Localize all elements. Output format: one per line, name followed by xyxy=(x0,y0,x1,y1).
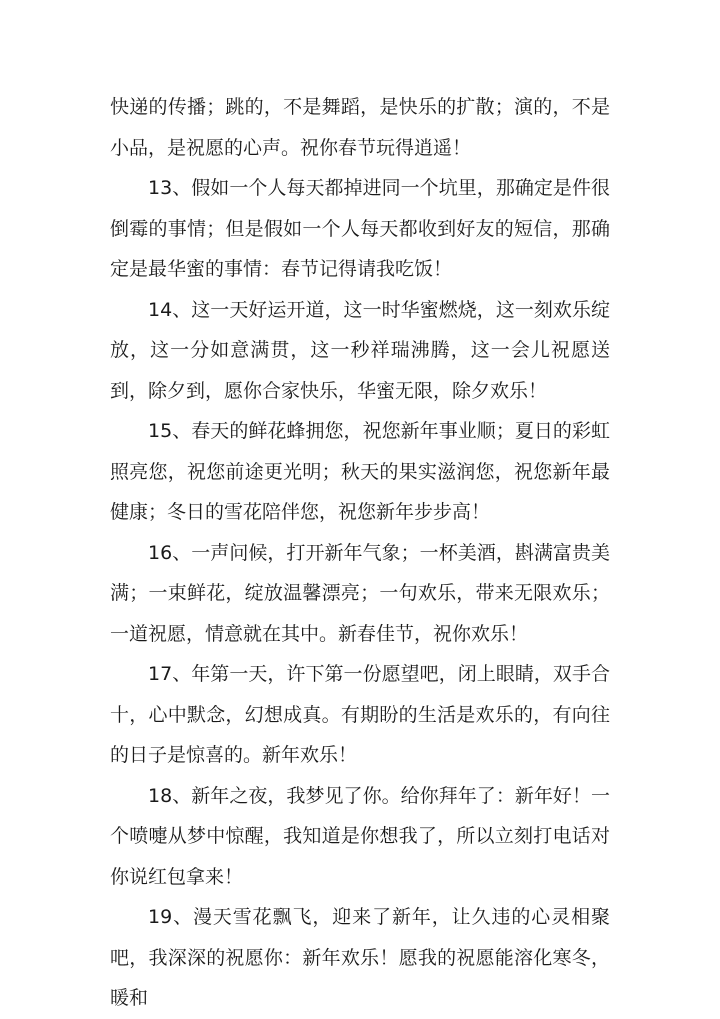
paragraph: 18、新年之夜，我梦见了你。给你拜年了：新年好！一个喷嚏从梦中惊醒，我知道是你想我了，所以立刻打电话对你说红包拿来！ xyxy=(110,784,610,888)
paragraph: 16、一声问候，打开新年气象；一杯美酒，斟满富贵美满；一束鲜花，绽放温馨漂亮；一句欢乐，带来无限欢乐；一道祝愿，情意就在其中。新春佳节，祝你欢乐！ xyxy=(110,541,610,645)
paragraph: 17、年第一天，许下第一份愿望吧，闭上眼睛，双手合十，心中默念，幻想成真。有期盼的生活是欢乐的，有向往的日子是惊喜的。新年欢乐！ xyxy=(110,663,610,766)
paragraph: 14、这一天好运开道，这一时华蜜燃烧，这一刻欢乐绽放，这一分如意满贯，这一秒祥瑞沸腾，这一会儿祝愿送到，除夕到，愿你合家快乐，华蜜无限，除夕欢乐！ xyxy=(110,298,610,402)
paragraph: 19、漫天雪花飘飞，迎来了新年，让久违的心灵相聚吧，我深深的祝愿你：新年欢乐！愿我的祝愿能溶化寒冬，暖和 xyxy=(110,906,610,1009)
paragraph: 快递的传播；跳的，不是舞蹈，是快乐的扩散；演的，不是小品，是祝愿的心声。祝你春节玩得逍遥！ xyxy=(110,96,610,159)
paragraph: 15、春天的鲜花蜂拥您，祝您新年事业顺；夏日的彩虹照亮您，祝您前途更光明；秋天的果实滋润您，祝您新年最健康；冬日的雪花陪伴您，祝您新年步步高！ xyxy=(110,420,610,523)
paragraph: 13、假如一个人每天都掉进同一个坑里，那确定是件很倒霉的事情；但是假如一个人每天都收到好友的短信，那确定是最华蜜的事情：春节记得请我吃饭！ xyxy=(110,177,610,280)
document-body xyxy=(110,87,610,1019)
